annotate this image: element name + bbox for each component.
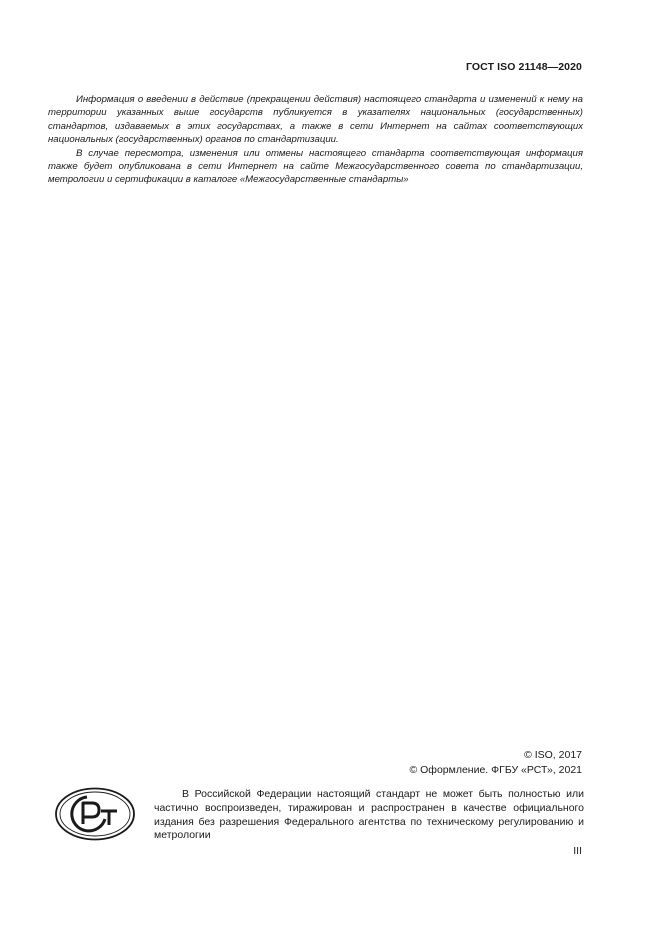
pct-certification-mark-icon: [54, 786, 136, 842]
copyright-iso: © ISO, 2017: [524, 749, 582, 761]
document-code: ГОСТ ISO 21148—2020: [465, 61, 582, 73]
reproduction-notice-text: В Российской Федерации настоящий стандарт не может быть полностью или частично воспроизведен, тиражирован и распространен в качестве официального издания без разрешения Федерального агентства по техническому регулированию и метрологии: [154, 788, 584, 842]
intro-paragraph-revision: В случае пересмотра, изменения или отмены настоящего стандарта соответствующая информация также будет опубликована в сети Интернет на сайте Межгосударственного совета по стандартизации, метрологии и сертификации в каталоге «Межгосударственные стандарты»: [48, 147, 583, 186]
copyright-design: © Оформление. ФГБУ «РСТ», 2021: [409, 763, 582, 776]
reproduction-notice: [154, 788, 584, 843]
page-number: III: [573, 845, 582, 857]
copyright-block: [409, 748, 582, 777]
intro-section: [48, 93, 583, 187]
intro-paragraph-publication: Информация о введении в действие (прекращении действия) настоящего стандарта и изменений к нему на территории указанных выше государств публикуется в указателях национальных (государственных) стандартов, издаваемых в этих государствах, а также в сети Интернет на сайтах соответствующих национальных (государственных) органов по стандартизации.: [48, 94, 583, 146]
